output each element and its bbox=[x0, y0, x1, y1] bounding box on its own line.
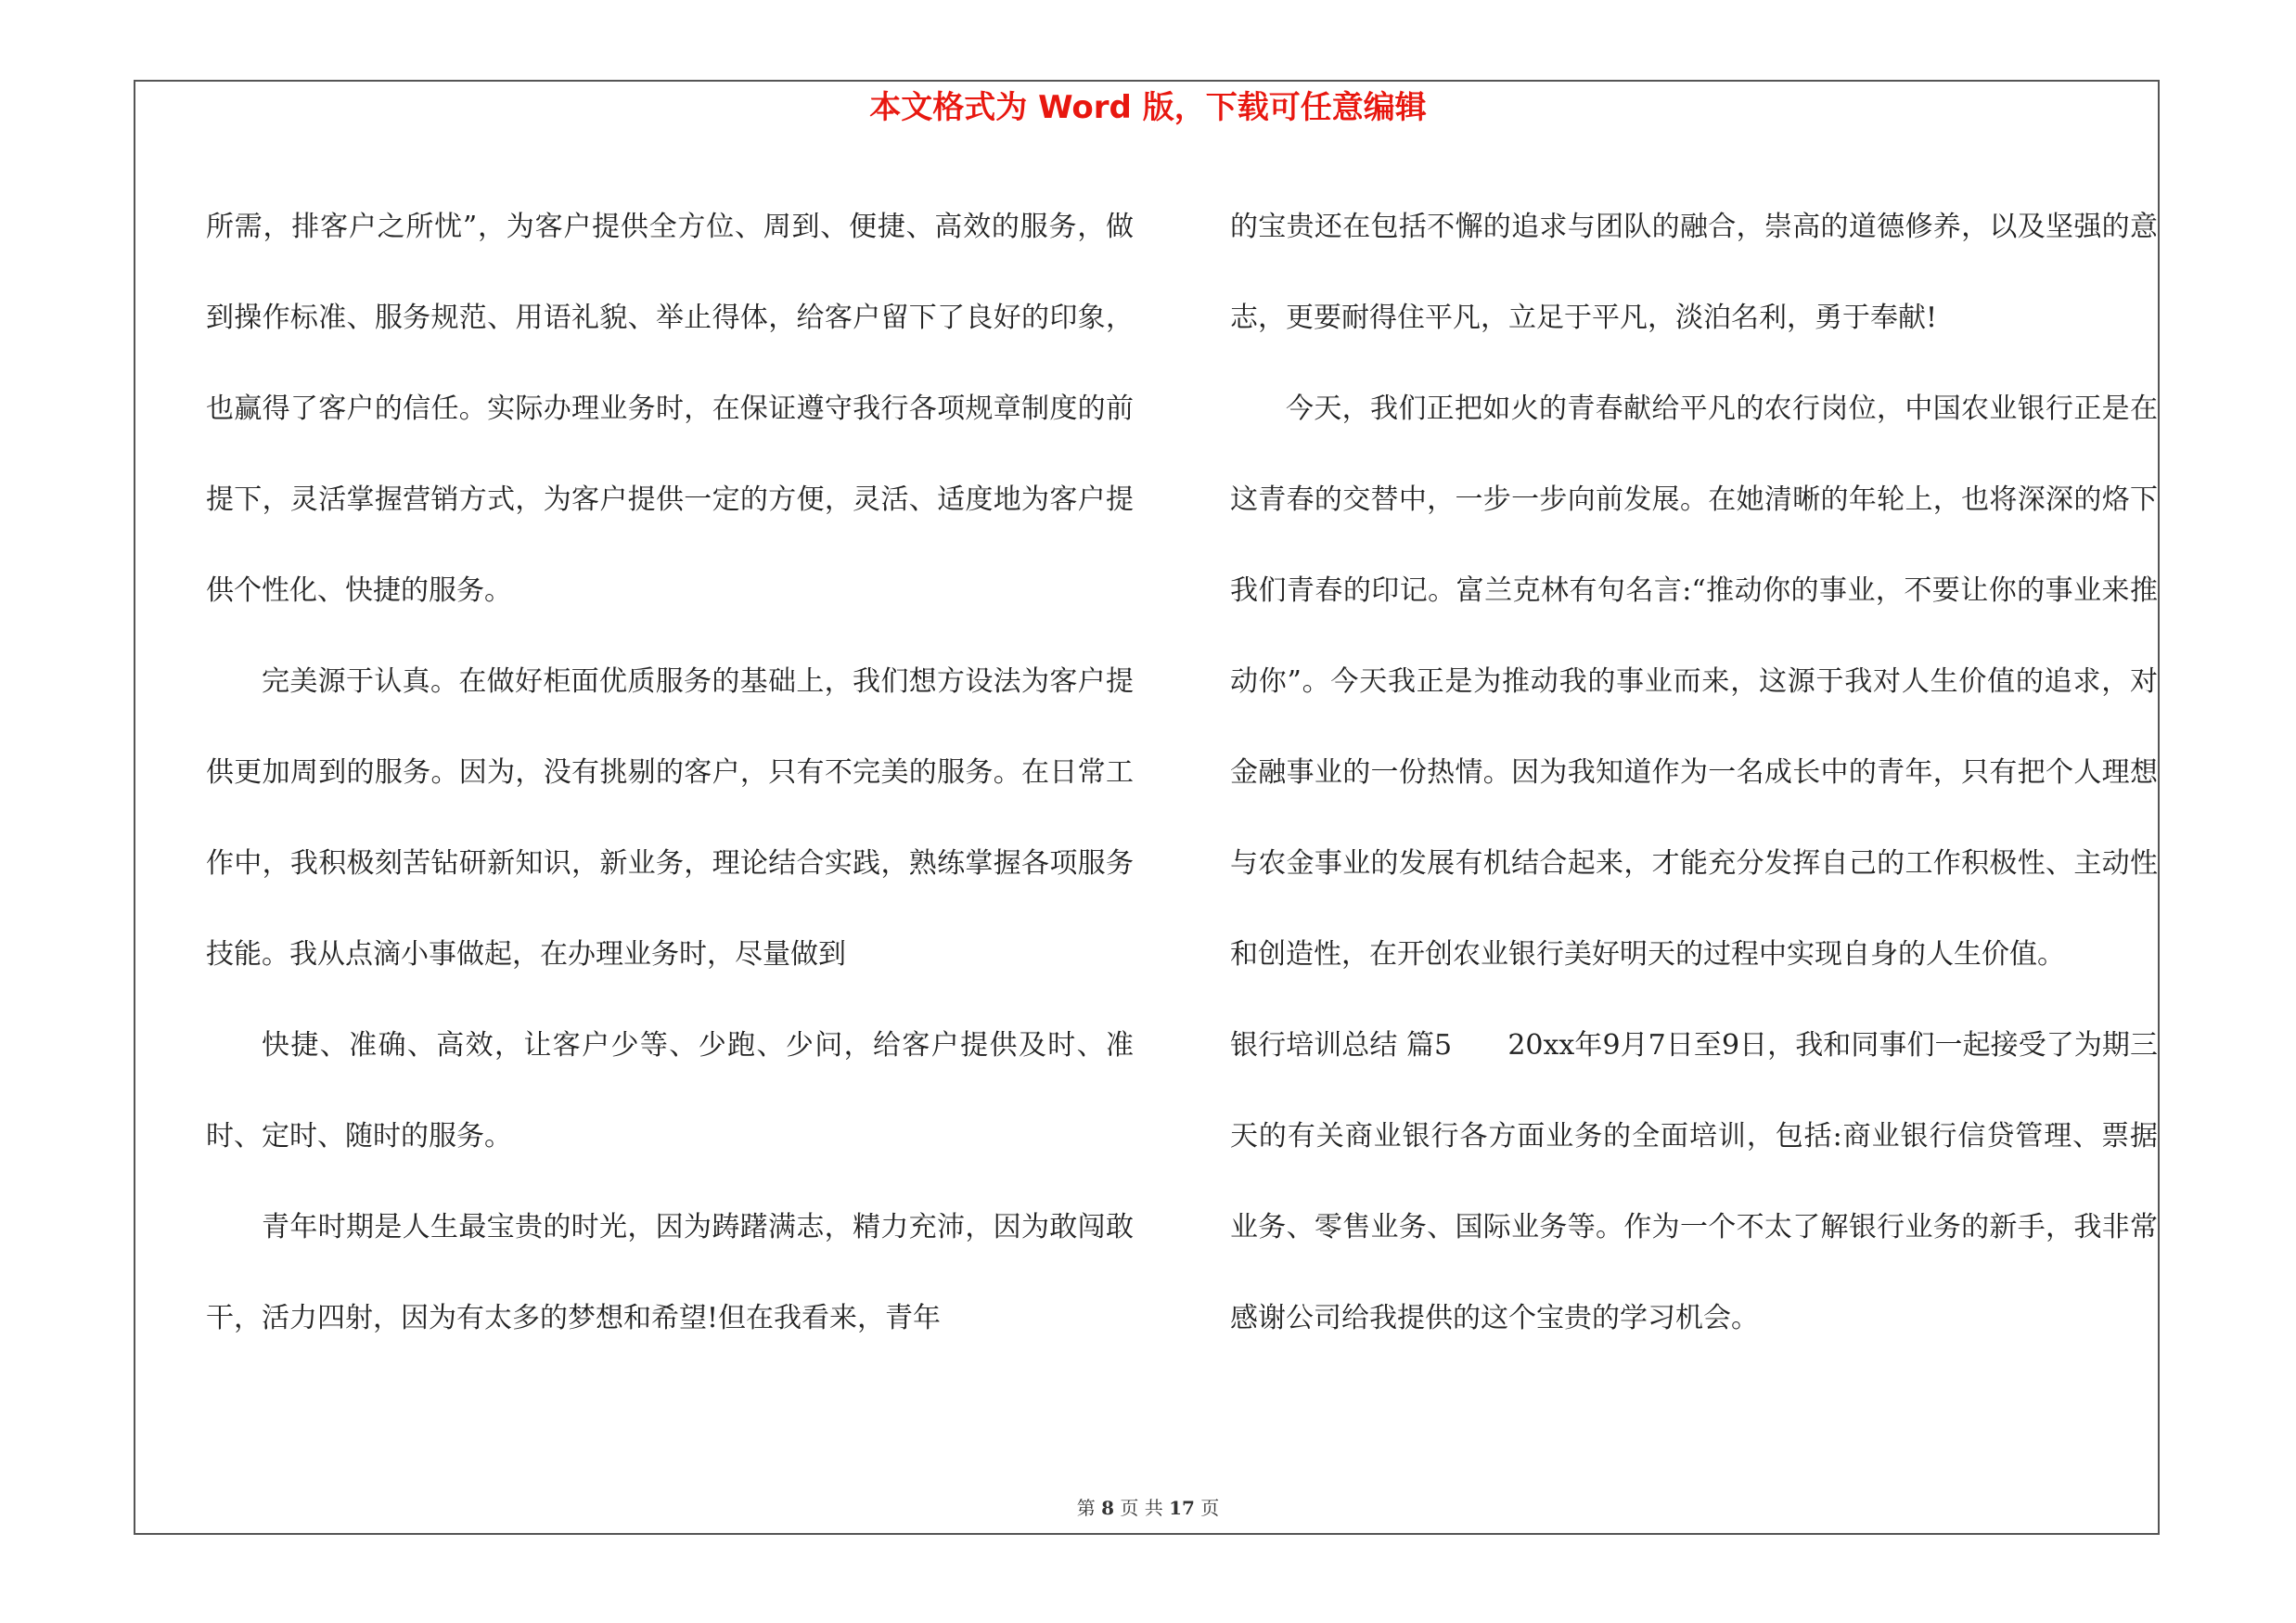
current-page-number: 8 bbox=[1101, 1497, 1114, 1519]
paragraph: 的宝贵还在包括不懈的追求与团队的融合，崇高的道德修养，以及坚强的意志，更要耐得住平凡，立足于平凡，淡泊名利，勇于奉献! bbox=[1230, 211, 2158, 334]
paragraph: 所需，排客户之所忧”，为客户提供全方位、周到、便捷、高效的服务，做到操作标准、服务规范、用语礼貌、举止得体，给客户留下了良好的印象，也赢得了客户的信任。实际办理业务时，在保证遵守我行各项规章制度的前提下，灵活掌握营销方式，为客户提供一定的方便，灵活、适度地为客户提供个性化、快捷的服务。 bbox=[206, 211, 1134, 607]
format-banner: 本文格式为 Word 版，下载可任意编辑 bbox=[869, 89, 1427, 126]
footer-prefix: 第 bbox=[1076, 1497, 1096, 1519]
footer-suffix: 页 bbox=[1200, 1497, 1220, 1519]
paragraph: 今天，我们正把如火的青春献给平凡的农行岗位，中国农业银行正是在这青春的交替中，一步一步向前发展。在她清晰的年轮上，也将深深的烙下我们青春的印记。富兰克林有句名言:“推动你的事业，不要让你的事业来推动你”。今天我正是为推动我的事业而来，这源于我对人生价值的追求，对金融事业的一份热情。因为我知道作为一名成长中的青年，只有把个人理想与农金事业的发展有机结合起来，才能充分发挥自己的工作积极性、主动性和创造性，在开创农业银行美好明天的过程中实现自身的人生价值。 bbox=[1230, 393, 2158, 971]
footer-middle: 页 共 bbox=[1120, 1497, 1163, 1519]
right-column bbox=[1230, 182, 2158, 1364]
page-footer bbox=[0, 1496, 2296, 1520]
paragraph: 银行培训总结 篇5 20xx年9月7日至9日，我和同事们一起接受了为期三天的有关商业银行各方面业务的全面培训，包括:商业银行信贷管理、票据业务、零售业务、国际业务等。作为一个不太了解银行业务的新手，我非常感谢公司给我提供的这个宝贵的学习机会。 bbox=[1230, 1029, 2158, 1334]
paragraph: 快捷、准确、高效，让客户少等、少跑、少问，给客户提供及时、准时、定时、随时的服务。 bbox=[206, 1029, 1134, 1153]
total-pages-number: 17 bbox=[1169, 1497, 1195, 1519]
left-column bbox=[206, 182, 1134, 1364]
paragraph: 完美源于认真。在做好柜面优质服务的基础上，我们想方设法为客户提供更加周到的服务。因为，没有挑剔的客户，只有不完美的服务。在日常工作中，我积极刻苦钻研新知识，新业务，理论结合实践，熟练掌握各项服务技能。我从点滴小事做起，在办理业务时，尽量做到 bbox=[206, 665, 1134, 971]
paragraph: 青年时期是人生最宝贵的时光，因为踌躇满志，精力充沛，因为敢闯敢干，活力四射，因为有太多的梦想和希望!但在我看来，青年 bbox=[206, 1211, 1134, 1334]
